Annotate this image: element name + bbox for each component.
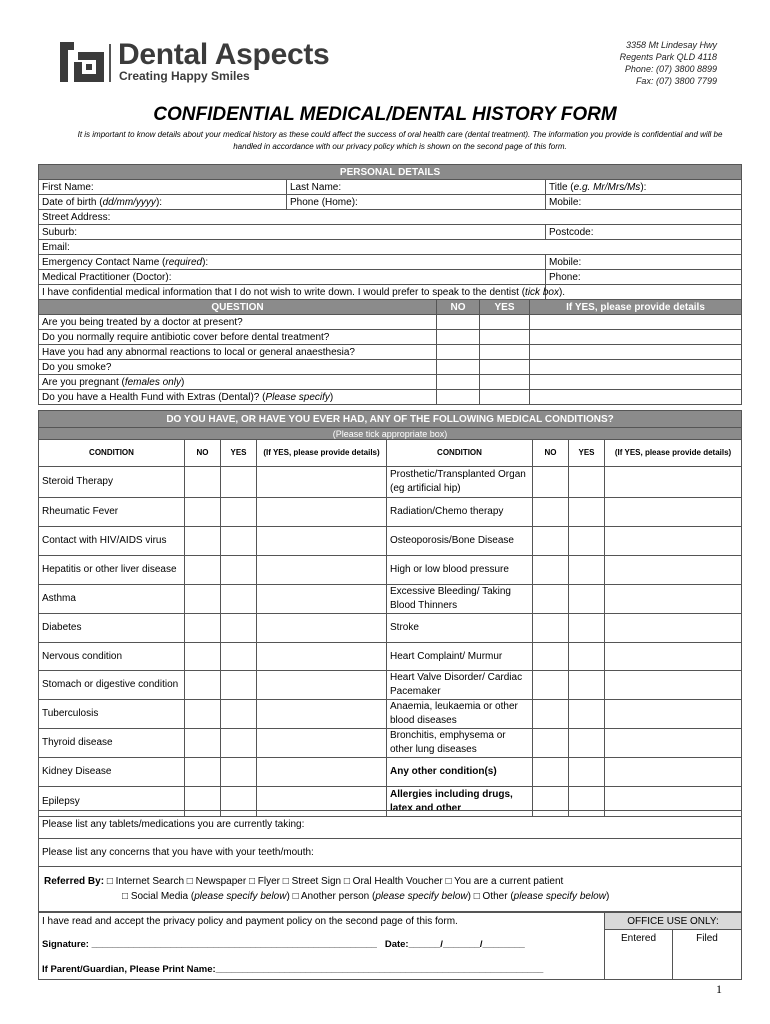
- personal-details-heading: PERSONAL DETAILS: [39, 165, 742, 180]
- question-no-box[interactable]: [437, 390, 480, 405]
- last-name-field[interactable]: Last Name:: [287, 180, 546, 195]
- emergency-mobile-field[interactable]: Mobile:: [546, 255, 742, 270]
- condition-no-box[interactable]: [533, 498, 569, 527]
- condition-details-field[interactable]: [257, 729, 387, 758]
- condition-no-box[interactable]: [533, 556, 569, 585]
- condition-label: Asthma: [39, 585, 185, 614]
- question-yes-box[interactable]: [480, 390, 530, 405]
- condition-yes-box[interactable]: [569, 729, 605, 758]
- condition-label: Diabetes: [39, 614, 185, 643]
- yes-column-header: YES: [569, 440, 605, 467]
- question-yes-box[interactable]: [480, 360, 530, 375]
- condition-no-box[interactable]: [533, 671, 569, 700]
- condition-no-box[interactable]: [185, 671, 221, 700]
- condition-no-box[interactable]: [185, 585, 221, 614]
- question-details-field[interactable]: [530, 375, 742, 390]
- condition-no-box[interactable]: [533, 729, 569, 758]
- condition-label: Nervous condition: [39, 643, 185, 671]
- condition-details-field[interactable]: [605, 556, 742, 585]
- office-use-heading: OFFICE USE ONLY:: [605, 913, 742, 930]
- condition-details-field[interactable]: [605, 498, 742, 527]
- question-yes-box[interactable]: [480, 330, 530, 345]
- condition-details-field[interactable]: [605, 758, 742, 787]
- referred-by-label: Referred By:: [44, 876, 105, 887]
- tablets-medications-field[interactable]: Please list any tablets/medications you are currently taking:: [39, 811, 742, 839]
- question-text: Do you have a Health Fund with Extras (Dental)? (Please specify): [39, 390, 437, 405]
- condition-details-field[interactable]: [605, 700, 742, 729]
- question-yes-box[interactable]: [480, 345, 530, 360]
- practitioner-phone-field[interactable]: Phone:: [546, 270, 742, 285]
- details-column-header: If YES, please provide details: [530, 300, 742, 315]
- mobile-field[interactable]: Mobile:: [546, 195, 742, 210]
- address-line1: 3358 Mt Lindesay Hwy: [625, 40, 717, 50]
- condition-yes-box[interactable]: [221, 556, 257, 585]
- condition-label: Stomach or digestive condition: [39, 671, 185, 700]
- condition-label: High or low blood pressure: [387, 556, 533, 585]
- street-address-field[interactable]: Street Address:: [39, 210, 742, 225]
- extra-info-table: [38, 810, 742, 912]
- practice-phone: Phone: (07) 3800 8899: [624, 64, 717, 74]
- condition-yes-box[interactable]: [569, 467, 605, 498]
- condition-no-box[interactable]: [185, 527, 221, 556]
- condition-details-field[interactable]: [257, 643, 387, 671]
- condition-label: Kidney Disease: [39, 758, 185, 787]
- yes-column-header: YES: [480, 300, 530, 315]
- entered-box[interactable]: Entered: [605, 930, 673, 980]
- condition-details-field[interactable]: [605, 729, 742, 758]
- condition-yes-box[interactable]: [221, 467, 257, 498]
- condition-label: Bronchitis, emphysema or other lung diseases: [387, 729, 533, 758]
- condition-details-field[interactable]: [257, 498, 387, 527]
- no-column-header: NO: [185, 440, 221, 467]
- first-name-field[interactable]: First Name:: [39, 180, 287, 195]
- details-column-header: (If YES, please provide details): [605, 440, 742, 467]
- page-number: 1: [716, 982, 722, 996]
- emergency-contact-field[interactable]: Emergency Contact Name (required):: [39, 255, 546, 270]
- condition-label: Osteoporosis/Bone Disease: [387, 527, 533, 556]
- condition-no-box[interactable]: [533, 643, 569, 671]
- question-details-field[interactable]: [530, 315, 742, 330]
- guardian-name-field[interactable]: If Parent/Guardian, Please Print Name:______________________________________________________________: [39, 960, 605, 980]
- personal-details-table: [38, 164, 742, 405]
- question-text: Are you being treated by a doctor at present?: [39, 315, 437, 330]
- condition-no-box[interactable]: [185, 643, 221, 671]
- question-column-header: QUESTION: [39, 300, 437, 315]
- condition-no-box[interactable]: [533, 700, 569, 729]
- condition-label: Rheumatic Fever: [39, 498, 185, 527]
- condition-details-field[interactable]: [605, 527, 742, 556]
- question-details-field[interactable]: [530, 330, 742, 345]
- question-no-box[interactable]: [437, 345, 480, 360]
- condition-no-box[interactable]: [533, 758, 569, 787]
- question-no-box[interactable]: [437, 360, 480, 375]
- condition-details-field[interactable]: [257, 556, 387, 585]
- condition-yes-box[interactable]: [221, 643, 257, 671]
- phone-home-field[interactable]: Phone (Home):: [287, 195, 546, 210]
- condition-details-field[interactable]: [257, 585, 387, 614]
- suburb-field[interactable]: Suburb:: [39, 225, 546, 240]
- condition-no-box[interactable]: [185, 729, 221, 758]
- referral-options-line1[interactable]: □ Internet Search □ Newspaper □ Flyer □ Street Sign □ Oral Health Voucher □ You are a current patient: [106, 876, 564, 887]
- condition-yes-box[interactable]: [569, 527, 605, 556]
- condition-no-box[interactable]: [185, 614, 221, 643]
- condition-details-field[interactable]: [257, 467, 387, 498]
- address-line2: Regents Park QLD 4118: [619, 52, 717, 62]
- condition-label: Any other condition(s): [387, 758, 533, 787]
- question-details-field[interactable]: [530, 360, 742, 375]
- condition-label: Tuberculosis: [39, 700, 185, 729]
- signature-line[interactable]: [39, 930, 605, 960]
- question-yes-box[interactable]: [480, 315, 530, 330]
- condition-label: Heart Complaint/ Murmur: [387, 643, 533, 671]
- logo-icon: [60, 42, 104, 82]
- condition-details-field[interactable]: [257, 671, 387, 700]
- condition-yes-box[interactable]: [569, 758, 605, 787]
- practice-fax: Fax: (07) 3800 7799: [635, 76, 717, 86]
- condition-yes-box[interactable]: [221, 585, 257, 614]
- medical-practitioner-field[interactable]: Medical Practitioner (Doctor):: [39, 270, 546, 285]
- condition-yes-box[interactable]: [569, 498, 605, 527]
- condition-details-field[interactable]: [257, 614, 387, 643]
- condition-details-field[interactable]: [605, 467, 742, 498]
- question-no-box[interactable]: [437, 315, 480, 330]
- filed-box[interactable]: Filed: [673, 930, 742, 980]
- condition-yes-box[interactable]: [221, 758, 257, 787]
- condition-yes-box[interactable]: [221, 700, 257, 729]
- condition-yes-box[interactable]: [569, 614, 605, 643]
- condition-label: Stroke: [387, 614, 533, 643]
- referral-options-line2[interactable]: □ Social Media (please specify below) □ Another person (please specify below) □ Other (please specify below): [122, 891, 610, 902]
- question-text: Have you had any abnormal reactions to local or general anaesthesia?: [39, 345, 437, 360]
- conditions-heading: DO YOU HAVE, OR HAVE YOU EVER HAD, ANY OF THE FOLLOWING MEDICAL CONDITIONS?: [39, 411, 742, 428]
- no-column-header: NO: [437, 300, 480, 315]
- question-text: Do you smoke?: [39, 360, 437, 375]
- question-details-field[interactable]: [530, 390, 742, 405]
- condition-details-field[interactable]: [257, 700, 387, 729]
- condition-column-header: CONDITION: [39, 440, 185, 467]
- condition-label: Radiation/Chemo therapy: [387, 498, 533, 527]
- condition-yes-box[interactable]: [569, 643, 605, 671]
- condition-details-field[interactable]: [605, 614, 742, 643]
- logo-divider: [109, 44, 111, 82]
- condition-details-field[interactable]: [257, 758, 387, 787]
- referred-by-section[interactable]: [39, 867, 742, 912]
- yes-column-header: YES: [221, 440, 257, 467]
- condition-no-box[interactable]: [533, 585, 569, 614]
- condition-yes-box[interactable]: [221, 729, 257, 758]
- condition-yes-box[interactable]: [569, 671, 605, 700]
- condition-label: Excessive Bleeding/ Taking Blood Thinners: [387, 585, 533, 614]
- condition-no-box[interactable]: [185, 700, 221, 729]
- condition-label: Prosthetic/Transplanted Organ (eg artificial hip): [387, 467, 533, 498]
- condition-no-box[interactable]: [185, 556, 221, 585]
- condition-details-field[interactable]: [257, 527, 387, 556]
- condition-no-box[interactable]: [185, 498, 221, 527]
- confidential-tick-box[interactable]: [546, 285, 742, 300]
- condition-details-field[interactable]: [605, 671, 742, 700]
- question-text: Are you pregnant (females only): [39, 375, 437, 390]
- condition-column-header: CONDITION: [387, 440, 533, 467]
- form-title: CONFIDENTIAL MEDICAL/DENTAL HISTORY FORM: [153, 104, 617, 125]
- medical-conditions-table: [38, 410, 742, 817]
- dob-field[interactable]: Date of birth (dd/mm/yyyy):: [39, 195, 287, 210]
- condition-yes-box[interactable]: [221, 527, 257, 556]
- condition-no-box[interactable]: [533, 614, 569, 643]
- no-column-header: NO: [533, 440, 569, 467]
- brand-name: Dental Aspects: [118, 38, 330, 71]
- condition-label: Heart Valve Disorder/ Cardiac Pacemaker: [387, 671, 533, 700]
- condition-label: Allergies including drugs, latex and other: [387, 787, 533, 817]
- question-yes-box[interactable]: [480, 375, 530, 390]
- condition-label: Hepatitis or other liver disease: [39, 556, 185, 585]
- question-no-box[interactable]: [437, 375, 480, 390]
- conditions-subheading: (Please tick appropriate box): [39, 428, 742, 440]
- condition-yes-box[interactable]: [569, 700, 605, 729]
- postcode-field[interactable]: Postcode:: [546, 225, 742, 240]
- condition-no-box[interactable]: [533, 527, 569, 556]
- condition-yes-box[interactable]: [569, 556, 605, 585]
- signature-table: [38, 912, 742, 980]
- email-field[interactable]: Email:: [39, 240, 742, 255]
- brand-tagline: Creating Happy Smiles: [119, 69, 250, 83]
- form-intro: It is important to know details about your medical history as these could affect the success of oral health care (dental treatment). The information you provide is confidential and will be handled in accordance with our privacy policy which is shown on the second page of this form.: [77, 130, 723, 151]
- condition-yes-box[interactable]: [221, 498, 257, 527]
- condition-no-box[interactable]: [185, 467, 221, 498]
- condition-label: Contact with HIV/AIDS virus: [39, 527, 185, 556]
- details-column-header: (If YES, please provide details): [257, 440, 387, 467]
- privacy-acceptance: I have read and accept the privacy policy and payment policy on the second page of this form.: [39, 913, 605, 930]
- condition-details-field[interactable]: [605, 643, 742, 671]
- confidential-info-statement: I have confidential medical information that I do not wish to write down. I would prefer to speak to the dentist (tick box).: [39, 285, 546, 300]
- question-no-box[interactable]: [437, 330, 480, 345]
- condition-no-box[interactable]: [185, 758, 221, 787]
- signature-field[interactable]: Signature: ______________________________________________________: [42, 939, 377, 950]
- condition-yes-box[interactable]: [221, 671, 257, 700]
- condition-yes-box[interactable]: [569, 585, 605, 614]
- condition-label: Steroid Therapy: [39, 467, 185, 498]
- condition-label: Anaemia, leukaemia or other blood diseases: [387, 700, 533, 729]
- condition-yes-box[interactable]: [221, 614, 257, 643]
- condition-label: Epilepsy: [39, 787, 185, 817]
- question-details-field[interactable]: [530, 345, 742, 360]
- question-text: Do you normally require antibiotic cover before dental treatment?: [39, 330, 437, 345]
- condition-no-box[interactable]: [533, 467, 569, 498]
- date-field[interactable]: Date:______/_______/________: [384, 939, 525, 950]
- condition-details-field[interactable]: [605, 585, 742, 614]
- practice-address: [620, 39, 717, 87]
- condition-label: Thyroid disease: [39, 729, 185, 758]
- teeth-concerns-field[interactable]: Please list any concerns that you have with your teeth/mouth:: [39, 839, 742, 867]
- title-field[interactable]: Title (e.g. Mr/Mrs/Ms):: [546, 180, 742, 195]
